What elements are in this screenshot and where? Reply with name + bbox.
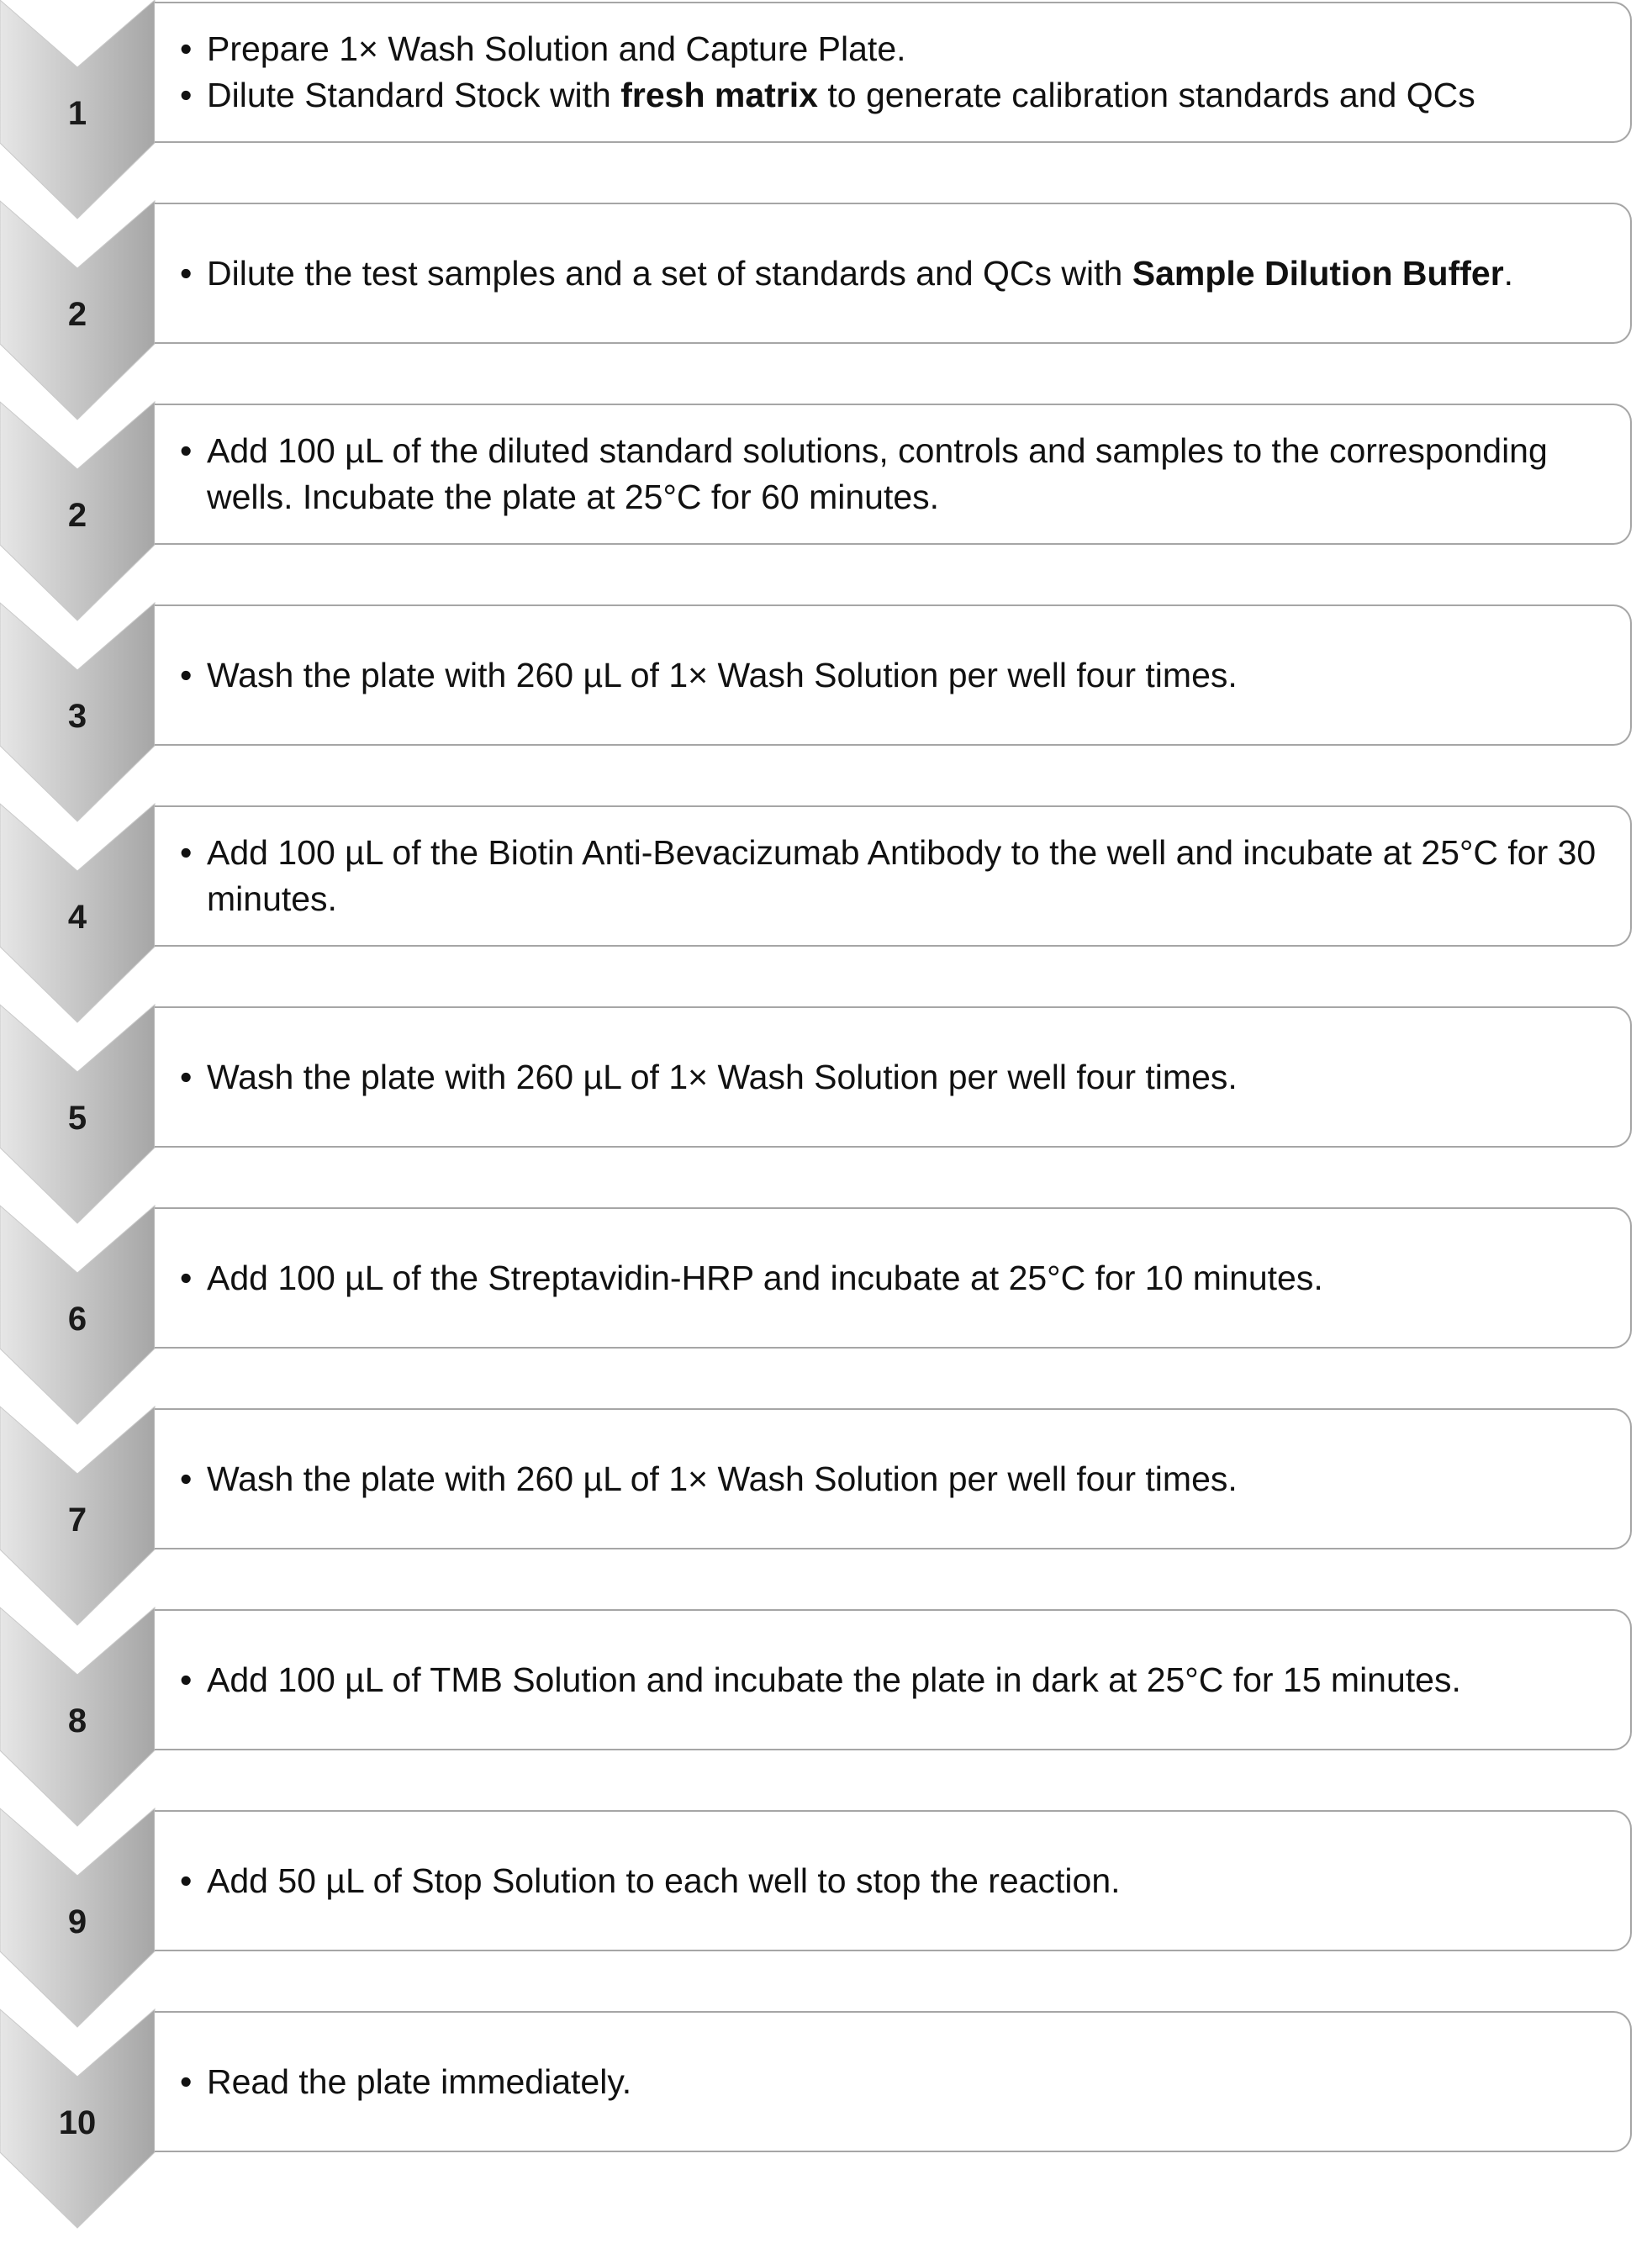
- step-box: [155, 203, 1632, 344]
- step-bullet: [180, 1858, 1613, 1904]
- bold-text: Sample Dilution Buffer: [1132, 253, 1504, 293]
- step-bullet: [180, 1657, 1613, 1703]
- step-box: [155, 1006, 1632, 1148]
- step-content: [180, 204, 1613, 342]
- step-bullet: [180, 830, 1613, 922]
- step-number: 7: [67, 1502, 87, 1539]
- step-content: [180, 1410, 1613, 1548]
- step-text: Wash the plate with 260 µL of 1× Wash Solution per well four times.: [207, 655, 1238, 694]
- step-box: [155, 1810, 1632, 1951]
- step-text: to generate calibration standards and QCs: [817, 76, 1475, 114]
- step-bullet: [180, 72, 1613, 119]
- step-bullet: [180, 26, 1613, 72]
- step-text: Read the plate immediately.: [207, 2061, 632, 2101]
- step-text: Add 100 µL of the Biotin Anti-Bevacizumab Antibody to the well and incubate at 25°C for 30 minutes.: [207, 833, 1597, 918]
- bullet-icon: •: [180, 431, 193, 470]
- step-text: Dilute Standard Stock with: [207, 76, 621, 114]
- step-content: [180, 807, 1613, 945]
- step-text: Add 100 µL of the Streptavidin-HRP and incubate at 25°C for 10 minutes.: [207, 1258, 1323, 1297]
- bullet-icon: •: [180, 2061, 193, 2101]
- step-text: Wash the plate with 260 µL of 1× Wash Solution per well four times.: [207, 1459, 1238, 1498]
- bullet-icon: •: [180, 655, 193, 694]
- step-content: [180, 2013, 1613, 2151]
- step-box: [155, 1207, 1632, 1349]
- step-content: [180, 606, 1613, 744]
- step-number: 3: [67, 698, 87, 735]
- step-content: [180, 1008, 1613, 1146]
- step-box: [155, 604, 1632, 746]
- step-bullet: [180, 251, 1613, 297]
- step-text: Prepare 1× Wash Solution and Capture Plate.: [207, 29, 906, 68]
- step-bullet: [180, 2059, 1613, 2105]
- step-number: 1: [67, 95, 87, 132]
- step-number: 9: [67, 1903, 87, 1940]
- step-box: [155, 805, 1632, 947]
- step-text: Wash the plate with 260 µL of 1× Wash Solution per well four times.: [207, 1057, 1238, 1096]
- step-number: 2: [67, 296, 87, 333]
- bullet-icon: •: [180, 1057, 193, 1096]
- bullet-icon: •: [180, 253, 193, 293]
- bullet-icon: •: [180, 1861, 193, 1900]
- bold-text: fresh matrix: [620, 76, 818, 114]
- bullet-icon: •: [180, 833, 193, 872]
- step-bullet: [180, 652, 1613, 699]
- step-content: [180, 1611, 1613, 1749]
- step-bullet: [180, 1054, 1613, 1101]
- step-bullet: [180, 1456, 1613, 1502]
- step-text: Add 100 µL of TMB Solution and incubate the plate in dark at 25°C for 15 minutes.: [207, 1660, 1461, 1699]
- step-number: 5: [67, 1100, 87, 1137]
- bullet-icon: •: [180, 76, 193, 114]
- step-number: 10: [58, 2104, 97, 2141]
- step-bullet: [180, 1255, 1613, 1301]
- step-content: [180, 405, 1613, 543]
- step-bullet: [180, 428, 1613, 520]
- step-number: 6: [67, 1301, 87, 1338]
- step-number: 4: [67, 899, 87, 936]
- step-content: [180, 1209, 1613, 1347]
- bullet-icon: •: [180, 1258, 193, 1297]
- step-content: [180, 3, 1613, 141]
- step-number: 8: [67, 1702, 87, 1739]
- step-content: [180, 1812, 1613, 1950]
- step-box: [155, 1408, 1632, 1549]
- step-text: Dilute the test samples and a set of standards and QCs with: [207, 253, 1132, 293]
- step-box: [155, 2, 1632, 143]
- step-text: .: [1503, 253, 1514, 293]
- step-text: Add 50 µL of Stop Solution to each well to stop the reaction.: [207, 1861, 1121, 1900]
- step-box: [155, 404, 1632, 545]
- bullet-icon: •: [180, 1660, 193, 1699]
- bullet-icon: •: [180, 29, 193, 68]
- step-box: [155, 1609, 1632, 1750]
- bullet-icon: •: [180, 1459, 193, 1498]
- step-box: [155, 2011, 1632, 2152]
- step-number: 2: [67, 497, 87, 534]
- step-text: Add 100 µL of the diluted standard solutions, controls and samples to the corresponding wells. Incubate the plate at 25°C for 60 minutes.: [207, 431, 1548, 516]
